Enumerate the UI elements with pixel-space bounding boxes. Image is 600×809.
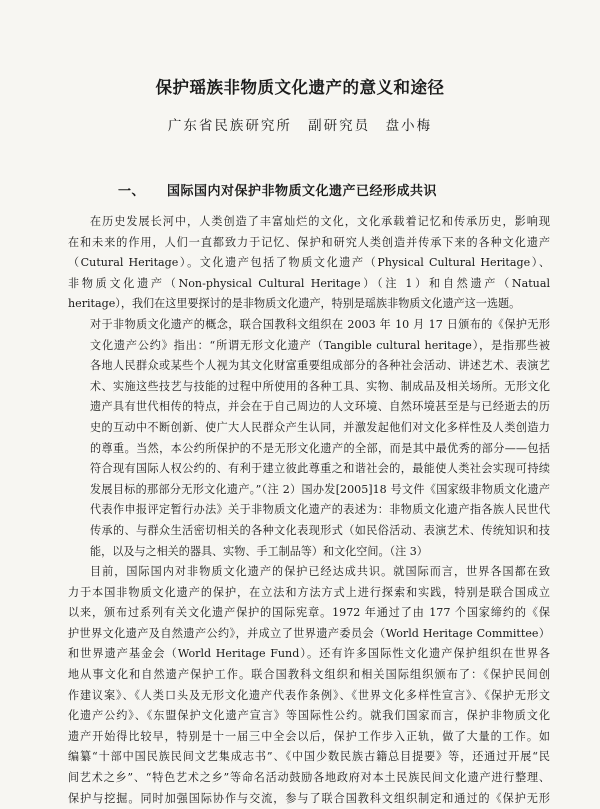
document-title: 保护瑶族非物质文化遗产的意义和途径 [155, 78, 445, 97]
paragraph-3-line: 力于本国非物质文化遗产的保护，在立法和方法方式上进行探索和实践，特别是联合国成立 [68, 585, 550, 599]
body-text [68, 212, 550, 809]
paragraph-2-line: 文化遗产公约》指出：“所谓无形文化遗产（Tangible cultural heritage），是指那些被 [90, 338, 550, 352]
paragraph-2-line: 代表作申报评定暂行办法》关于非物质文化遗产的表述为：非物质文化遗产指各族人民世代 [90, 503, 550, 517]
paragraph-1-line: （Cutural Heritage）。文化遗产包括了物质文化遗产（Physical Cultural Heritage）、 [68, 256, 550, 270]
section-title: 国际国内对保护非物质文化遗产已经形成共识 [167, 184, 438, 199]
paragraph-2-line: 的尊重。当然，本公约所保护的不是无形文化遗产的全部，而是其中最优秀的部分——包括 [90, 441, 550, 455]
paragraph-2-line: 史的互动中不断创新、使广大人民群众产生认同，并激发起他们对文化多样性及人类创造力 [90, 420, 550, 434]
section-number: 一、 [118, 184, 146, 199]
author-line: 广东省民族研究所 副研究员 盘小梅 [167, 118, 433, 134]
paragraph-3-line: 遗产开始得比较早，特别是十一届三中全会以后，保护工作步入正轨，做了大量的工作。如 [68, 729, 550, 743]
paragraph-2-line: 遗产具有世代相传的特点，并会在于自己周边的人文环境、自然环境甚至是与已经逝去的历 [90, 400, 550, 414]
paragraph-2-line: 术、实施这些技艺与技能的过程中所使用的各种工具、实物、制成品及相关场所。无形文化 [90, 379, 550, 393]
paragraph-1-line: 非物质文化遗产（Non-physical Cultural Heritage）（注 1）和自然遗产（Natual [68, 276, 550, 290]
paragraph-2-line: 发展目标的那部分无形文化遗产。”（注 2）国办发[2005]18 号文件《国家级非物质文化遗产 [90, 482, 550, 496]
paragraph-2-line: 传承的、与群众生活密切相关的各种文化表现形式（如民俗活动、表演艺术、传统知识和技 [90, 523, 550, 537]
paragraph-3-line: 地从事文化和自然遗产保护工作。联合国教科文组织和相关国际组织颁布了：《保护民间创 [68, 668, 550, 682]
paragraph-3-line: 护世界文化遗产及自然遗产公约》，并成立了世界遗产委员会（World Heritage Committee） [68, 626, 550, 640]
paragraph-1-line: heritage），我们在这里要探讨的是非物质文化遗产，特别是瑶族非物质文化遗产这一选题。 [68, 297, 521, 311]
paragraph-2-line: 各地人民群众或某些个人视为其文化财富重要组成部分的各种社会活动、讲述艺术、表演艺 [90, 359, 550, 373]
paragraph-3-line: 编纂“十部中国民族民间文艺集成志书”、《中国少数民族古籍总目提要》等，还通过开展“民 [68, 750, 550, 764]
paragraph-3-line: 化遗产公约》、《东盟保护文化遗产宣言》等国际性公约。就我们国家而言，保护非物质文化 [68, 709, 550, 723]
paragraph-2-line: 符合现有国际人权公约的、有利于建立彼此尊重之和谐社会的，最能使人类社会实现可持续 [90, 462, 550, 476]
paragraph-1-line: 在和未来的作用，人们一直都致力于记忆、保护和研究人类创造并传承下来的各种文化遗产 [68, 235, 550, 249]
paragraph-2-line: 对于非物质文化遗产的概念，联合国教科文组织在 2003 年 10 月 17 日颁布的《保护无形 [90, 317, 550, 331]
paragraph-3-line: 保护与挖掘。同时加强国际协作与交流，参与了联合国教科文组织制定和通过的《保护无形 [68, 791, 550, 805]
section-heading [118, 180, 437, 199]
paragraph-3-line: 以来，颁布过系列有关文化遗产保护的国际宪章。1972 年通过了由 177 个国家缔约的《保 [68, 606, 550, 620]
paragraph-3-line: 和世界遗产基金会（World Heritage Fund）。还有许多国际性文化遗产保护组织在世界各 [68, 647, 550, 661]
paragraph-3-line: 间艺术之乡”、“特色艺术之乡”等命名活动鼓励各地政府对本土民族民间文化遗产进行整理、 [68, 771, 550, 785]
paragraph-3-line: 目前，国际国内对非物质文化遗产的保护已经达成共识。就国际而言，世界各国都在致 [90, 565, 550, 579]
paragraph-3-line: 作建议案》、《人类口头及无形文化遗产代表作条例》、《世界文化多样性宣言》、《保护无形文 [68, 688, 550, 702]
paragraph-1-line: 在历史发展长河中，人类创造了丰富灿烂的文化，文化承载着记忆和传承历史，影响现 [90, 215, 550, 228]
paragraph-2-line: 能，以及与之相关的器具、实物、手工制品等）和文化空间。（注 3） [90, 544, 428, 558]
